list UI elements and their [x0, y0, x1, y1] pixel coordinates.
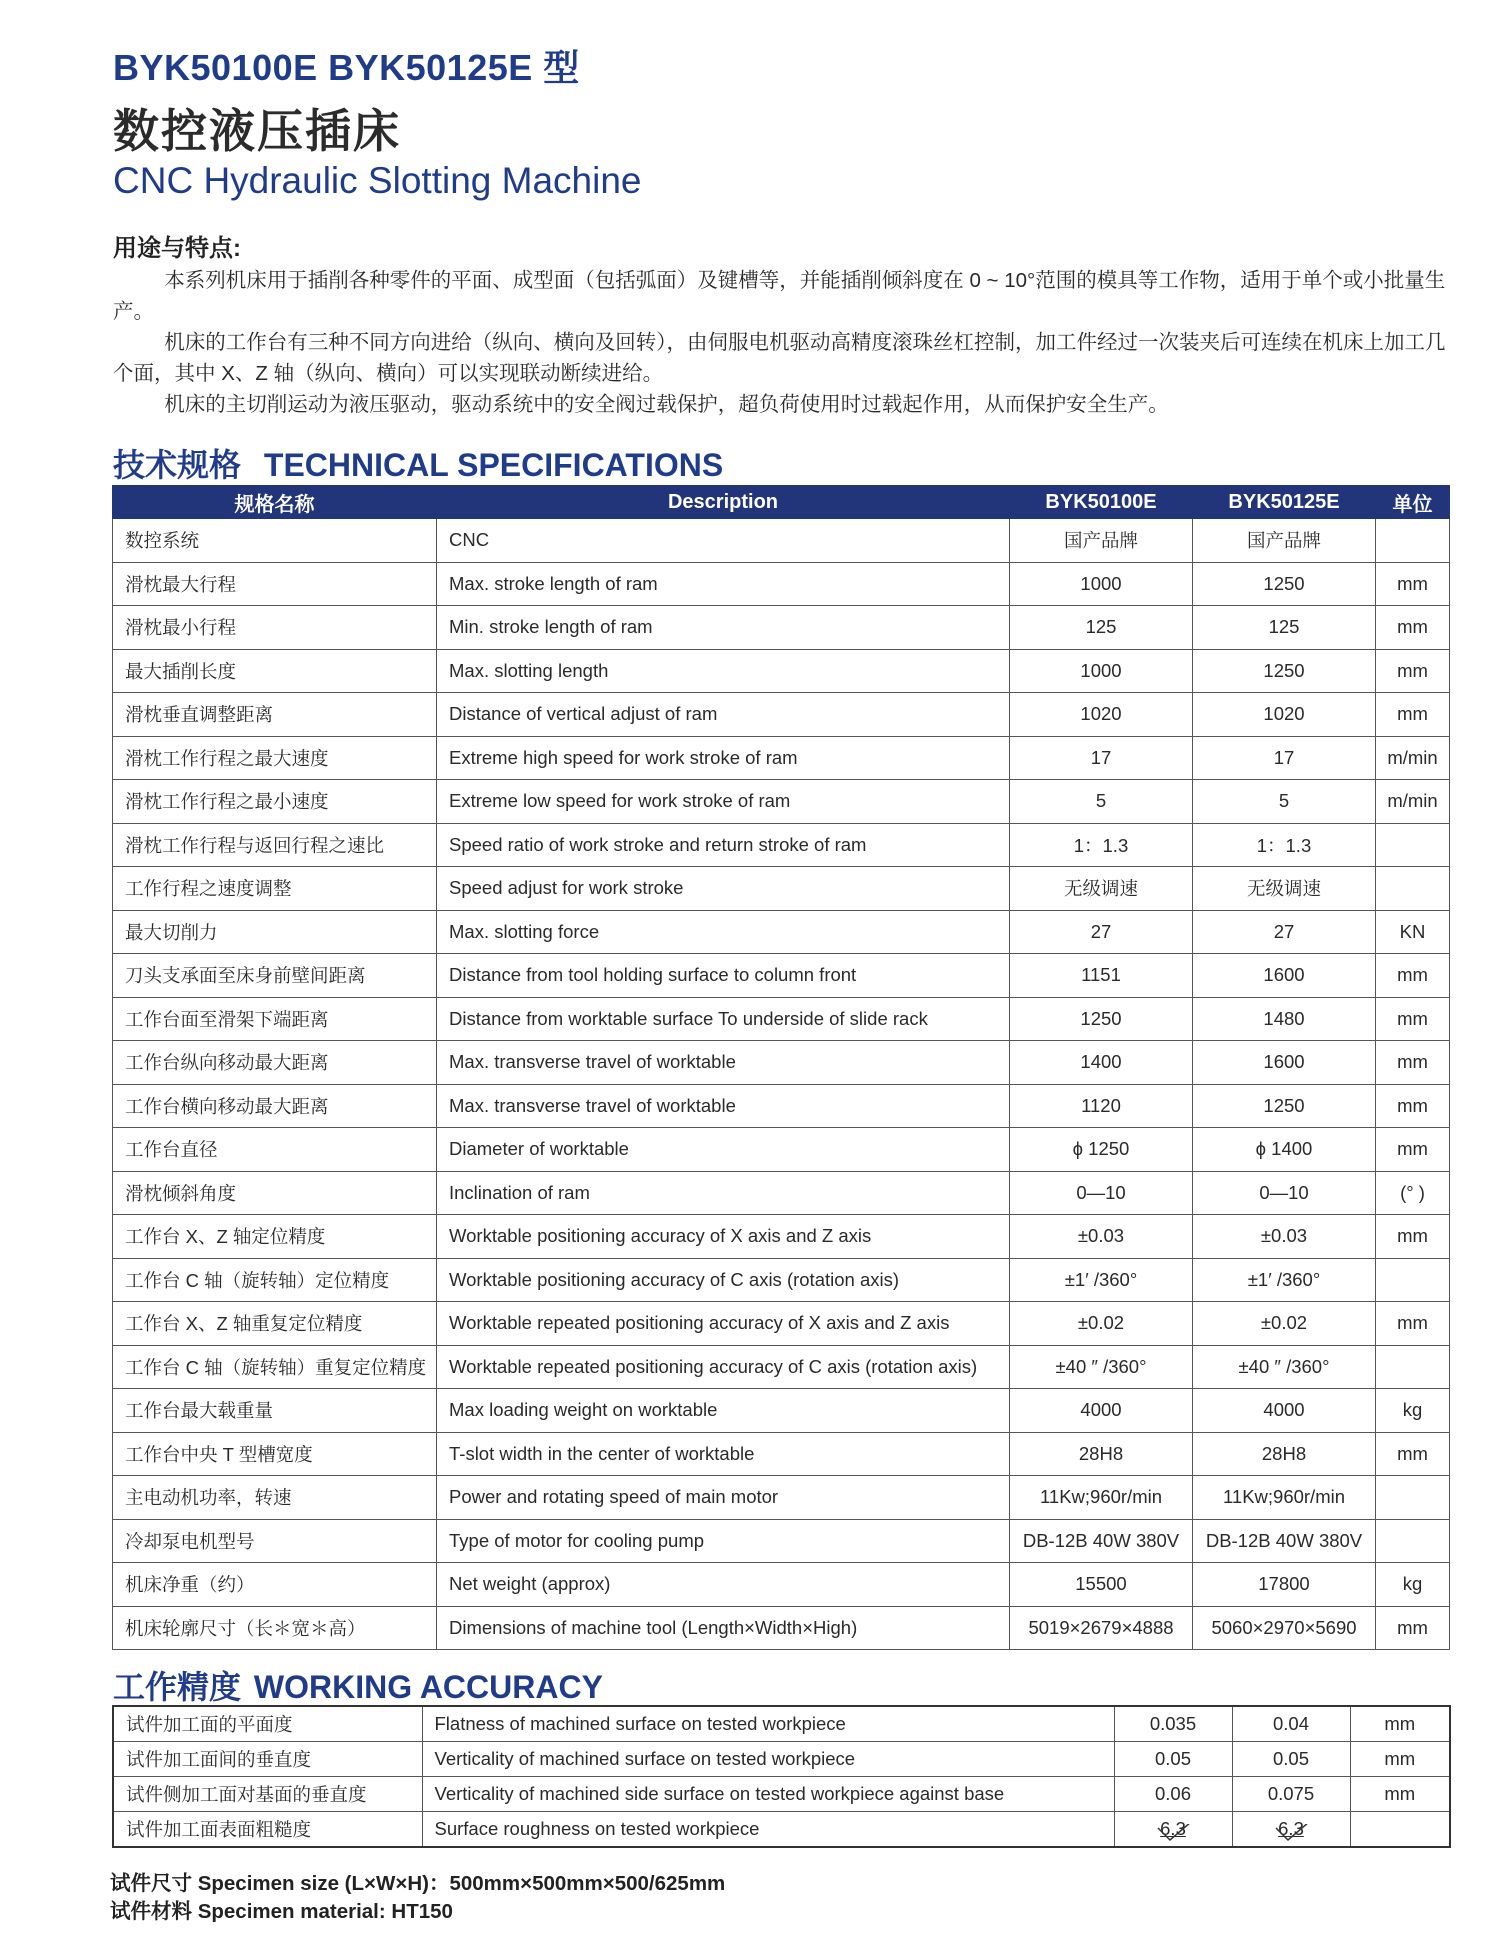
- cell-description: T-slot width in the center of worktable: [437, 1432, 1010, 1476]
- cell-model-1: ±0.02: [1010, 1302, 1193, 1346]
- cell-unit: mm: [1376, 1128, 1450, 1172]
- cell-description: Distance of vertical adjust of ram: [437, 693, 1010, 737]
- table-row: [113, 910, 1450, 954]
- cell-model-2: 0.075: [1232, 1777, 1350, 1812]
- cell-model-2: 1020: [1193, 693, 1376, 737]
- cell-description: Inclination of ram: [437, 1171, 1010, 1215]
- cell-spec-name: 最大插削长度: [113, 649, 437, 693]
- cell-model-2: 0.04: [1232, 1706, 1350, 1742]
- table-row: [113, 997, 1450, 1041]
- cell-unit: mm: [1376, 1215, 1450, 1259]
- cell-spec-name: 工作台 C 轴（旋转轴）定位精度: [113, 1258, 437, 1302]
- cell-spec-name: 工作行程之速度调整: [113, 867, 437, 911]
- cell-unit: [1376, 1345, 1450, 1389]
- cell-description: Min. stroke length of ram: [437, 606, 1010, 650]
- cell-description: Extreme high speed for work stroke of ram: [437, 736, 1010, 780]
- cell-model-1: 125: [1010, 606, 1193, 650]
- cell-spec-name: 冷却泵电机型号: [113, 1519, 437, 1563]
- table-row: [113, 1084, 1450, 1128]
- cell-model-1: ±40 ″ /360°: [1010, 1345, 1193, 1389]
- cell-spec-name: 滑枕工作行程之最大速度: [113, 736, 437, 780]
- cell-model-1: 5019×2679×4888: [1010, 1606, 1193, 1650]
- cell-model-2: 1250: [1193, 649, 1376, 693]
- cell-model-2: 17: [1193, 736, 1376, 780]
- table-row: [113, 693, 1450, 737]
- cell-model-1: 28H8: [1010, 1432, 1193, 1476]
- cell-model-2: 28H8: [1193, 1432, 1376, 1476]
- cell-model-1: ±0.03: [1010, 1215, 1193, 1259]
- cell-spec-name: 工作台 X、Z 轴定位精度: [113, 1215, 437, 1259]
- features-paragraph: 机床的工作台有三种不同方向进给（纵向、横向及回转），由伺服电机驱动高精度滚珠丝杠控制，加工件经过一次装夹后可连续在机床上加工几个面，其中 X、Z 轴（纵向、横向）可以实现联动断续进给。: [113, 331, 1446, 385]
- table-header-row: [113, 486, 1450, 519]
- cell-unit: kg: [1376, 1563, 1450, 1607]
- table-row: [113, 1476, 1450, 1520]
- cell-unit: mm: [1376, 1084, 1450, 1128]
- roughness-check-icon: [1274, 1824, 1324, 1842]
- cell-model-1: DB-12B 40W 380V: [1010, 1519, 1193, 1563]
- cell-model-1: [1114, 1812, 1232, 1848]
- cell-description: Type of motor for cooling pump: [437, 1519, 1010, 1563]
- header-description: Description: [437, 486, 1010, 519]
- features-heading: 用途与特点:: [113, 235, 241, 262]
- cell-unit: mm: [1376, 649, 1450, 693]
- cell-description: Verticality of machined surface on tested workpiece: [422, 1742, 1114, 1777]
- cell-unit: kg: [1376, 1389, 1450, 1433]
- cell-unit: [1376, 1476, 1450, 1520]
- table-row: [113, 1812, 1450, 1848]
- cell-model-2: 1600: [1193, 954, 1376, 998]
- cell-spec-name: 机床轮廓尺寸（长＊宽＊高）: [113, 1606, 437, 1650]
- table-row: [113, 649, 1450, 693]
- specs-heading: [113, 440, 723, 486]
- cell-description: Max. transverse travel of worktable: [437, 1084, 1010, 1128]
- cell-model-1: 0—10: [1010, 1171, 1193, 1215]
- features-text: [113, 265, 1453, 420]
- cell-model-2: 0—10: [1193, 1171, 1376, 1215]
- table-row: [113, 1606, 1450, 1650]
- cell-description: Verticality of machined side surface on tested workpiece against base: [422, 1777, 1114, 1812]
- cell-unit: mm: [1350, 1706, 1450, 1742]
- cell-spec-name: 滑枕最小行程: [113, 606, 437, 650]
- table-row: [113, 1563, 1450, 1607]
- cell-model-1: 1400: [1010, 1041, 1193, 1085]
- cell-spec-name: 滑枕倾斜角度: [113, 1171, 437, 1215]
- cell-model-1: 0.05: [1114, 1742, 1232, 1777]
- cell-model-2: ±0.02: [1193, 1302, 1376, 1346]
- specs-heading-en: TECHNICAL SPECIFICATIONS: [263, 447, 724, 483]
- specimen-material: 试件材料 Specimen material: HT150: [110, 1900, 453, 1923]
- table-row: [113, 867, 1450, 911]
- cell-description: Max loading weight on worktable: [437, 1389, 1010, 1433]
- cell-unit: mm: [1376, 606, 1450, 650]
- cell-spec-name: 工作台直径: [113, 1128, 437, 1172]
- cell-description: Max. stroke length of ram: [437, 562, 1010, 606]
- cell-model-2: 11Kw;960r/min: [1193, 1476, 1376, 1520]
- cell-spec-name: 滑枕最大行程: [113, 562, 437, 606]
- cell-unit: mm: [1350, 1742, 1450, 1777]
- cell-model-2: 17800: [1193, 1563, 1376, 1607]
- table-row: [113, 519, 1450, 563]
- cell-description: Flatness of machined surface on tested workpiece: [422, 1706, 1114, 1742]
- header-model-1: BYK50100E: [1010, 486, 1193, 519]
- cell-description: Distance from tool holding surface to column front: [437, 954, 1010, 998]
- cell-model-1: 1151: [1010, 954, 1193, 998]
- cell-unit: [1376, 519, 1450, 563]
- cell-unit: mm: [1376, 1302, 1450, 1346]
- cell-model-1: 0.06: [1114, 1777, 1232, 1812]
- table-row: [113, 1041, 1450, 1085]
- cell-description: Distance from worktable surface To underside of slide rack: [437, 997, 1010, 1041]
- cell-spec-name: 工作台面至滑架下端距离: [113, 997, 437, 1041]
- cell-spec-name: 主电动机功率，转速: [113, 1476, 437, 1520]
- cell-model-2: 1250: [1193, 1084, 1376, 1128]
- cell-spec-name: 最大切削力: [113, 910, 437, 954]
- cell-spec-name: 工作台纵向移动最大距离: [113, 1041, 437, 1085]
- cell-unit: (° ): [1376, 1171, 1450, 1215]
- cell-model-2: 1：1.3: [1193, 823, 1376, 867]
- cell-model-2: 国产品牌: [1193, 519, 1376, 563]
- cell-spec-name: 滑枕工作行程与返回行程之速比: [113, 823, 437, 867]
- cell-unit: mm: [1376, 997, 1450, 1041]
- cell-model-2: 5: [1193, 780, 1376, 824]
- cell-model-1: ±1′ /360°: [1010, 1258, 1193, 1302]
- table-row: [113, 1777, 1450, 1812]
- table-row: [113, 562, 1450, 606]
- cell-description: Max. transverse travel of worktable: [437, 1041, 1010, 1085]
- header-spec-name: 规格名称: [113, 486, 437, 519]
- cell-model-1: 无级调速: [1010, 867, 1193, 911]
- table-row: [113, 780, 1450, 824]
- accuracy-heading-en: WORKING ACCURACY: [253, 1669, 603, 1705]
- cell-unit: KN: [1376, 910, 1450, 954]
- accuracy-heading-cn: 工作精度: [113, 1669, 242, 1705]
- cell-spec-name: 滑枕工作行程之最小速度: [113, 780, 437, 824]
- cell-spec-name: 工作台 X、Z 轴重复定位精度: [113, 1302, 437, 1346]
- cell-model-1: 1000: [1010, 562, 1193, 606]
- cell-description: Max. slotting length: [437, 649, 1010, 693]
- cell-spec-name: 工作台最大载重量: [113, 1389, 437, 1433]
- accuracy-table: [112, 1705, 1451, 1848]
- cell-model-2: ±40 ″ /360°: [1193, 1345, 1376, 1389]
- table-row: [113, 606, 1450, 650]
- cell-model-1: 1：1.3: [1010, 823, 1193, 867]
- specs-heading-cn: 技术规格: [113, 447, 242, 483]
- cell-model-1: 11Kw;960r/min: [1010, 1476, 1193, 1520]
- cell-unit: mm: [1350, 1777, 1450, 1812]
- accuracy-heading: [113, 1662, 603, 1708]
- cell-model-1: 1250: [1010, 997, 1193, 1041]
- cell-spec-name: 刀头支承面至床身前壁间距离: [113, 954, 437, 998]
- model-line: BYK50100E BYK50125E 型: [113, 47, 580, 88]
- cell-description: Worktable positioning accuracy of X axis and Z axis: [437, 1215, 1010, 1259]
- cell-model-1: 5: [1010, 780, 1193, 824]
- table-row: [113, 1258, 1450, 1302]
- cell-model-2: ±0.03: [1193, 1215, 1376, 1259]
- roughness-value: 6.3: [1160, 1818, 1186, 1839]
- cell-description: Power and rotating speed of main motor: [437, 1476, 1010, 1520]
- cell-model-2: ±1′ /360°: [1193, 1258, 1376, 1302]
- cell-description: Extreme low speed for work stroke of ram: [437, 780, 1010, 824]
- table-row: [113, 1519, 1450, 1563]
- table-row: [113, 823, 1450, 867]
- table-row: [113, 954, 1450, 998]
- cell-model-2: 1250: [1193, 562, 1376, 606]
- cell-description: Max. slotting force: [437, 910, 1010, 954]
- cell-model-2: 4000: [1193, 1389, 1376, 1433]
- cell-unit: [1376, 1258, 1450, 1302]
- cell-model-1: 27: [1010, 910, 1193, 954]
- specifications-body: [113, 519, 1450, 1650]
- cell-description: Worktable positioning accuracy of C axis (rotation axis): [437, 1258, 1010, 1302]
- table-row: [113, 1706, 1450, 1742]
- cell-model-1: 15500: [1010, 1563, 1193, 1607]
- table-row: [113, 1389, 1450, 1433]
- table-row: [113, 1742, 1450, 1777]
- cell-unit: [1376, 1519, 1450, 1563]
- accuracy-body: [113, 1706, 1450, 1847]
- cell-unit: [1350, 1812, 1450, 1848]
- cell-model-2: 0.05: [1232, 1742, 1350, 1777]
- features-paragraph: 机床的主切削运动为液压驱动，驱动系统中的安全阀过载保护，超负荷使用时过载起作用，从而保护安全生产。: [164, 393, 1169, 416]
- table-row: [113, 736, 1450, 780]
- cell-item-name: 试件加工面的平面度: [113, 1706, 422, 1742]
- cell-model-2: 27: [1193, 910, 1376, 954]
- cell-model-2: 125: [1193, 606, 1376, 650]
- table-row: [113, 1128, 1450, 1172]
- cell-description: Surface roughness on tested workpiece: [422, 1812, 1114, 1848]
- cell-model-2: 1480: [1193, 997, 1376, 1041]
- cell-description: Diameter of worktable: [437, 1128, 1010, 1172]
- cell-model-2: ϕ 1400: [1193, 1128, 1376, 1172]
- roughness-symbol: [1278, 1818, 1304, 1840]
- cell-unit: mm: [1376, 562, 1450, 606]
- cell-description: Speed adjust for work stroke: [437, 867, 1010, 911]
- cell-description: Worktable repeated positioning accuracy of C axis (rotation axis): [437, 1345, 1010, 1389]
- title-english: CNC Hydraulic Slotting Machine: [113, 160, 642, 201]
- header-unit: 单位: [1376, 486, 1450, 519]
- cell-model-1: 国产品牌: [1010, 519, 1193, 563]
- cell-unit: mm: [1376, 693, 1450, 737]
- header-model-2: BYK50125E: [1193, 486, 1376, 519]
- cell-spec-name: 机床净重（约）: [113, 1563, 437, 1607]
- cell-item-name: 试件加工面间的垂直度: [113, 1742, 422, 1777]
- roughness-symbol: [1160, 1818, 1186, 1840]
- specifications-table: [112, 485, 1450, 1650]
- cell-unit: mm: [1376, 954, 1450, 998]
- cell-model-2: 1600: [1193, 1041, 1376, 1085]
- roughness-value: 6.3: [1278, 1818, 1304, 1839]
- cell-unit: m/min: [1376, 736, 1450, 780]
- cell-unit: m/min: [1376, 780, 1450, 824]
- table-row: [113, 1302, 1450, 1346]
- cell-description: Net weight (approx): [437, 1563, 1010, 1607]
- cell-unit: [1376, 823, 1450, 867]
- cell-model-1: 17: [1010, 736, 1193, 780]
- cell-model-1: 1020: [1010, 693, 1193, 737]
- cell-unit: mm: [1376, 1041, 1450, 1085]
- specimen-size: 试件尺寸 Specimen size (L×W×H)：500mm×500mm×500/625mm: [110, 1872, 726, 1895]
- cell-model-2: [1232, 1812, 1350, 1848]
- cell-model-2: 无级调速: [1193, 867, 1376, 911]
- cell-description: Dimensions of machine tool (Length×Width×High): [437, 1606, 1010, 1650]
- cell-item-name: 试件加工面表面粗糙度: [113, 1812, 422, 1848]
- cell-model-1: 4000: [1010, 1389, 1193, 1433]
- table-row: [113, 1171, 1450, 1215]
- title-chinese: 数控液压插床: [113, 105, 401, 157]
- cell-model-1: 1120: [1010, 1084, 1193, 1128]
- cell-spec-name: 工作台横向移动最大距离: [113, 1084, 437, 1128]
- cell-model-1: ϕ 1250: [1010, 1128, 1193, 1172]
- cell-model-2: 5060×2970×5690: [1193, 1606, 1376, 1650]
- cell-unit: mm: [1376, 1606, 1450, 1650]
- cell-spec-name: 滑枕垂直调整距离: [113, 693, 437, 737]
- roughness-check-icon: [1156, 1824, 1206, 1842]
- cell-model-2: DB-12B 40W 380V: [1193, 1519, 1376, 1563]
- features-paragraph: 本系列机床用于插削各种零件的平面、成型面（包括弧面）及键槽等，并能插削倾斜度在 0 ~ 10°范围的模具等工作物，适用于单个或小批量生产。: [113, 269, 1446, 323]
- cell-spec-name: 数控系统: [113, 519, 437, 563]
- cell-description: Speed ratio of work stroke and return stroke of ram: [437, 823, 1010, 867]
- cell-model-1: 1000: [1010, 649, 1193, 693]
- table-row: [113, 1215, 1450, 1259]
- cell-model-1: 0.035: [1114, 1706, 1232, 1742]
- cell-unit: [1376, 867, 1450, 911]
- table-row: [113, 1345, 1450, 1389]
- table-row: [113, 1432, 1450, 1476]
- cell-unit: mm: [1376, 1432, 1450, 1476]
- cell-description: Worktable repeated positioning accuracy of X axis and Z axis: [437, 1302, 1010, 1346]
- cell-spec-name: 工作台中央 T 型槽宽度: [113, 1432, 437, 1476]
- cell-item-name: 试件侧加工面对基面的垂直度: [113, 1777, 422, 1812]
- cell-spec-name: 工作台 C 轴（旋转轴）重复定位精度: [113, 1345, 437, 1389]
- cell-description: CNC: [437, 519, 1010, 563]
